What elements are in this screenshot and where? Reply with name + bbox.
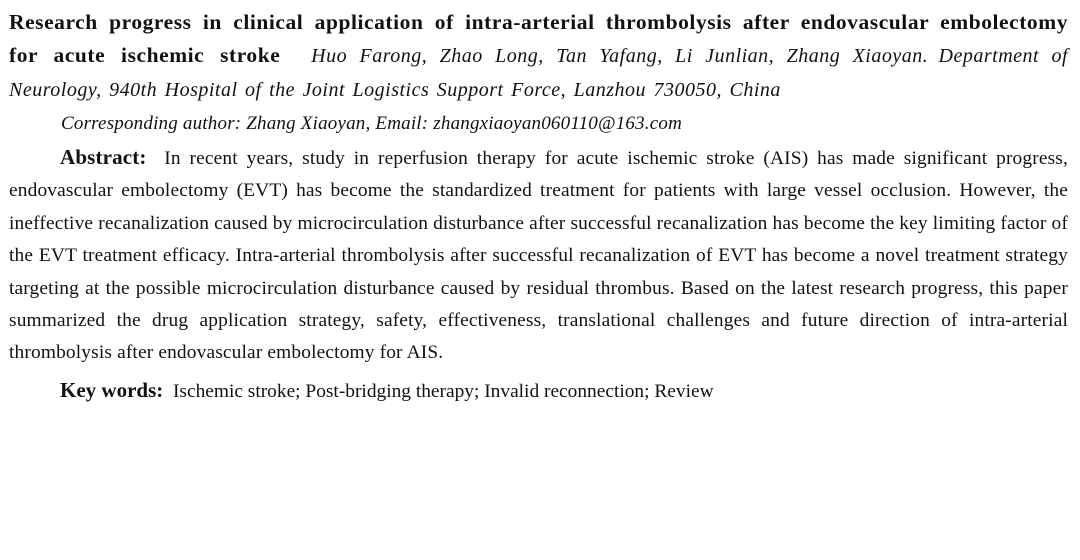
abstract-paragraph [9, 141, 1068, 370]
keywords-label: Key words: [60, 377, 164, 402]
keywords-text: Ischemic stroke; Post-bridging therapy; Invalid reconnection; Review [172, 380, 714, 402]
corresponding-author-line [9, 107, 1068, 141]
corresponding-author-email: zhangxiaoyan060110@163.com [433, 113, 682, 134]
title-block [9, 6, 1068, 107]
corresponding-author-label: Corresponding author: [61, 113, 242, 134]
author-affiliation: Department of Neurology, 940th Hospital of the Joint Logistics Support Force, Lanzhou 730050, China [9, 45, 1069, 101]
keywords-line [9, 370, 1068, 412]
author-list: Huo Farong, Zhao Long, Tan Yafang, Li Junlian, Zhang Xiaoyan. [311, 45, 929, 67]
abstract-label: Abstract: [60, 145, 147, 169]
paper-title: Research progress in clinical application of intra-arterial thrombolysis after endovascular embolectomy for acute ischemic stroke [9, 10, 1068, 67]
abstract-text: In recent years, study in reperfusion therapy for acute ischemic stroke (AIS) has made significant progress, endovascular embolectomy (EVT) has become the standardized treatment for patients with large vessel occlusion. However, the ineffective recanalization caused by microcirculation disturbance after successful recanalization has become the key limiting factor of the EVT treatment efficacy. Intra-arterial thrombolysis after successful recanalization of EVT has become a novel treatment strategy targeting at the possible microcirculation disturbance caused by residual thrombus. Based on the latest research progress, this paper summarized the drug application strategy, safety, effectiveness, translational challenges and future direction of intra-arterial thrombolysis after endovascular embolectomy for AIS. [9, 148, 1068, 364]
corresponding-author-name: Zhang Xiaoyan, [246, 113, 371, 134]
email-label: Email: [375, 113, 429, 134]
